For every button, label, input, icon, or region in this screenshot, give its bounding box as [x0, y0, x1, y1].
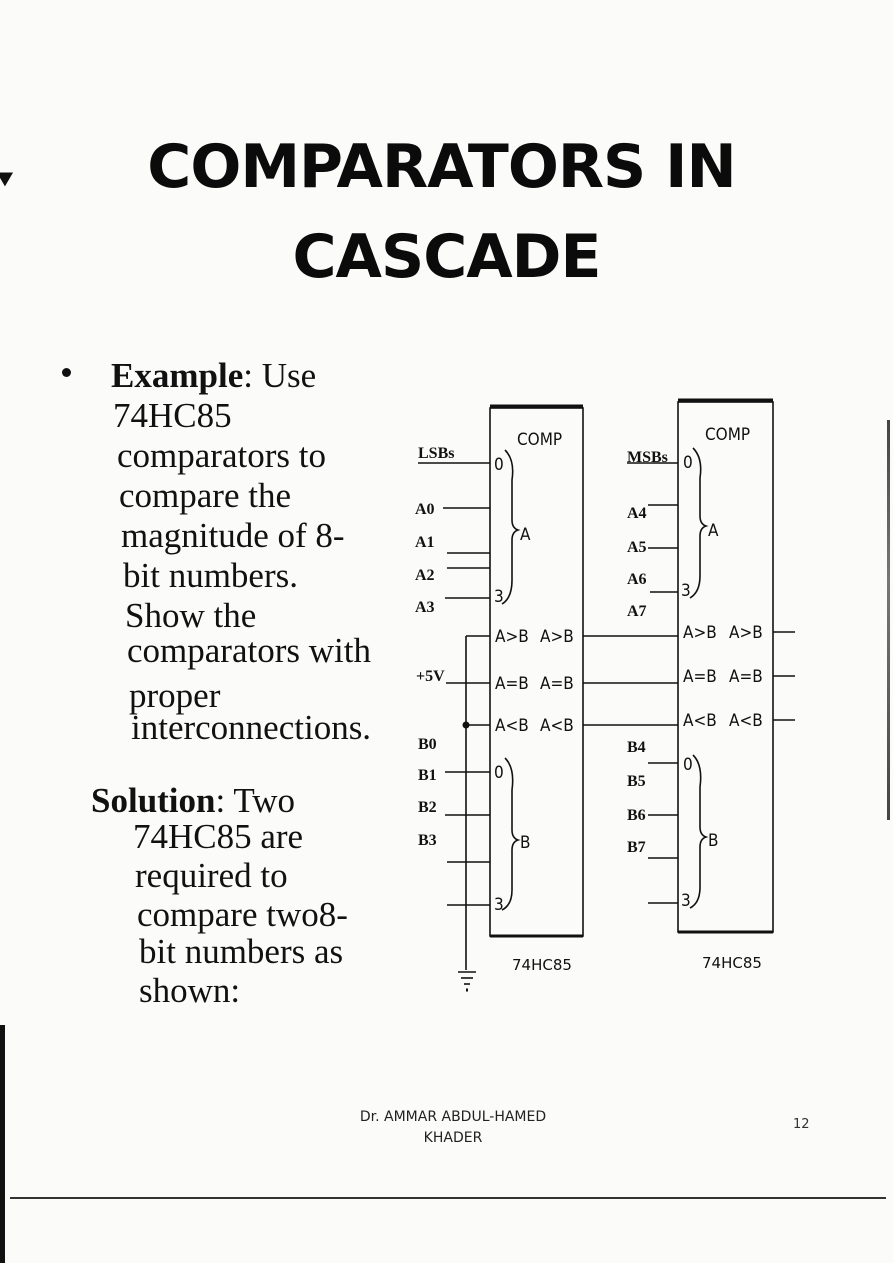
msb-group-b: B [708, 831, 719, 851]
example-line-7: Show the [125, 596, 257, 635]
solution-line-5: bit numbers as [139, 932, 344, 971]
lsb-b-bit-high: 3 [494, 895, 504, 915]
supply-label: +5V [416, 668, 445, 685]
pin-a5-label: A5 [627, 539, 647, 556]
footer-divider [10, 1197, 886, 1199]
pin-b5-label: B5 [627, 773, 646, 790]
pin-b4-label: B4 [627, 739, 646, 756]
msb-cascade-gt: A>B [683, 623, 717, 643]
example-line-6: bit numbers. [123, 556, 298, 595]
pin-a4-label: A4 [627, 505, 647, 522]
lsb-output-lt: A<B [540, 716, 574, 736]
lsb-chip-title: COMP [517, 430, 563, 450]
msb-output-lt: A<B [729, 711, 763, 731]
example-line-5: magnitude of 8- [121, 516, 345, 555]
msb-cascade-lt: A<B [683, 711, 717, 731]
pin-b3-label: B3 [418, 832, 437, 849]
msb-chip-name: 74HC85 [702, 954, 762, 972]
lsb-output-gt: A>B [540, 627, 574, 647]
junction-dot [463, 722, 470, 729]
pin-b6-label: B6 [627, 807, 646, 824]
slide-title-line-2: CASCADE [292, 222, 601, 292]
msb-b-bit-low: 0 [683, 755, 693, 775]
pin-a3-label: A3 [415, 599, 435, 616]
pin-a7-label: A7 [627, 603, 647, 620]
msb-output-gt: A>B [729, 623, 763, 643]
pin-b1-label: B1 [418, 767, 437, 784]
solution-text: : Two [215, 781, 296, 820]
lsb-group-a: A [520, 525, 531, 545]
example-line-10: interconnections. [131, 708, 372, 747]
lsb-chip-name: 74HC85 [512, 956, 572, 974]
msb-a-bit-low: 0 [683, 453, 693, 473]
solution-label: Solution [91, 781, 216, 820]
slide-title-line-1: COMPARATORS IN [147, 132, 736, 202]
lsb-chip-body [490, 408, 583, 936]
example-line-9: proper [129, 676, 221, 715]
lsb-a-bit-low: 0 [494, 455, 504, 475]
example-line-4: compare the [119, 476, 291, 515]
pin-b7-label: B7 [627, 839, 646, 856]
msb-chip-title: COMP [705, 425, 751, 445]
example-label: Example [111, 356, 244, 395]
pin-b2-label: B2 [418, 799, 437, 816]
pin-a0-label: A0 [415, 501, 435, 518]
msb-group-a: A [708, 521, 719, 541]
solution-line-4: compare two8- [137, 895, 348, 934]
pin-a6-label: A6 [627, 571, 647, 588]
solution-line-6: shown: [139, 971, 241, 1010]
page-number: 12 [793, 1117, 810, 1132]
msbs-label: MSBs [627, 449, 668, 466]
solution-line-3: required to [135, 856, 288, 895]
example-line-3: comparators to [117, 436, 326, 475]
lsb-output-eq: A=B [540, 674, 574, 694]
example-line-2: 74HC85 [113, 396, 232, 435]
lsb-a-bit-high: 3 [494, 587, 504, 607]
msb-output-eq: A=B [729, 667, 763, 687]
footer-author-line-1: Dr. AMMAR ABDUL-HAMED [359, 1109, 547, 1125]
msb-cascade-eq: A=B [683, 667, 717, 687]
pin-b0-label: B0 [418, 736, 437, 753]
msb-b-bit-high: 3 [681, 891, 691, 911]
example-text: : Use [243, 356, 317, 395]
lsb-b-bit-low: 0 [494, 763, 504, 783]
lsbs-label: LSBs [418, 445, 455, 462]
lsb-group-b: B [520, 833, 531, 853]
lsb-cascade-lt: A<B [495, 716, 529, 736]
msb-a-bit-high: 3 [681, 581, 691, 601]
pin-a1-label: A1 [415, 534, 435, 551]
solution-line-2: 74HC85 are [133, 817, 304, 856]
footer-author-line-2: KHADER [423, 1130, 483, 1146]
example-line-8: comparators with [127, 631, 371, 670]
lsb-cascade-gt: A>B [495, 627, 529, 647]
lsb-cascade-eq: A=B [495, 674, 529, 694]
pin-a2-label: A2 [415, 567, 435, 584]
